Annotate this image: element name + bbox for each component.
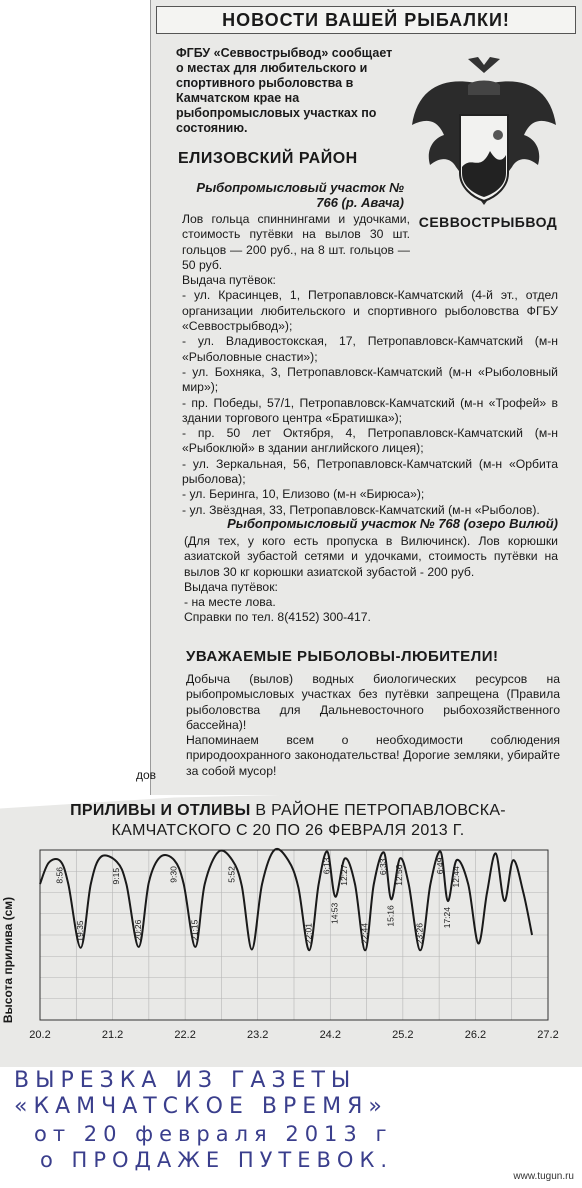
x-tick-label: 26.2 [464, 1029, 487, 1041]
tide-time-label: 22:44 [359, 923, 370, 945]
site-766-paragraph: - пр. Победы, 57/1, Петропавловск-Камчатский (м-н «Трофей» в здании торгового центра «Братишка»); [182, 395, 558, 425]
tide-time-label: 23:26 [414, 923, 425, 945]
tide-time-label: 15:16 [385, 905, 396, 927]
tide-time-label: 22:01 [303, 923, 314, 945]
x-tick-label: 25.2 [392, 1029, 414, 1041]
neighbor-column-fragment: дов [136, 768, 157, 782]
tide-time-label: 12:56 [394, 864, 405, 886]
tide-time-label: 5:52 [226, 866, 237, 883]
y-axis-label: Высота прилива (см) [1, 896, 15, 1024]
district-heading: ЕЛИЗОВСКИЙ РАЙОН [178, 150, 358, 167]
x-tick-label: 27.2 [537, 1029, 559, 1041]
site-768-paragraph: Выдача путёвок: [184, 579, 278, 594]
site-768-paragraph: (Для тех, у кого есть пропуска в Вилючинск). Лов корюшки азиатской зубастой сетями и удочками, стоимость путёвки на вылов 30 кг корюшки азиатской зубастой - 200 руб. [184, 534, 558, 579]
site-766-paragraph: - ул. Беринга, 10, Елизово (м-н «Бирюса»); [182, 487, 425, 502]
x-tick-labels [29, 1029, 558, 1041]
site-768-title: Рыбопромысловый участок № 768 (озеро Вилюй) [227, 516, 558, 531]
tide-time-label: 17:24 [442, 907, 453, 929]
handwritten-line: о ПРОДАЖЕ ПУТЕВОК. [40, 1148, 394, 1172]
x-tick-label: 20.2 [29, 1029, 51, 1041]
tides-title [18, 801, 558, 841]
handwritten-line: ВЫРЕЗКА ИЗ ГАЗЕТЫ [14, 1068, 357, 1093]
masthead: НОВОСТИ ВАШЕЙ РЫБАЛКИ! [156, 6, 576, 34]
site-766-title: Рыбопромысловый участок № 766 (р. Авача) [196, 180, 404, 210]
tide-time-label: 8:56 [54, 867, 65, 884]
tide-time-label: 6:13 [321, 857, 332, 875]
emblem-caption: СЕВВОСТРЫБВОД [418, 214, 558, 230]
site-766-body [172, 212, 558, 518]
site-766-paragraph: - ул. Красинцев, 1, Петропавловск-Камчатский (4-й эт., отдел организации любительского и спортивного рыболовства ФГБУ «Севвострыбвод»); [182, 288, 558, 334]
tide-time-label: 12:44 [450, 866, 461, 888]
tide-time-label: 12:27 [339, 864, 350, 886]
x-tick-label: 24.2 [319, 1029, 341, 1041]
site-766-paragraph: - ул. Бохняка, 3, Петропавловск-Камчатский (м-н «Рыболовный мир»); [182, 364, 558, 395]
tide-time-label: 20:26 [132, 919, 143, 941]
tide-time-label: 6:33 [378, 858, 389, 876]
tide-time-label: 9:30 [168, 866, 179, 883]
x-tick-label: 21.2 [101, 1029, 124, 1041]
tides-title-bold: ПРИЛИВЫ И ОТЛИВЫ [70, 802, 251, 819]
x-tick-label: 23.2 [247, 1029, 269, 1041]
site-768-paragraph: Справки по тел. 8(4152) 300-417. [184, 610, 371, 625]
appeal-body [176, 672, 560, 779]
tide-time-label: 19:35 [74, 920, 85, 942]
site-766-paragraph: Лов гольца спиннингами и удочками, стоимость путёвки на вылов 30 шт. гольцов — 200 руб., на 8 шт. гольцов — 50 руб. [182, 212, 410, 272]
appeal-heading: УВАЖАЕМЫЕ РЫБОЛОВЫ-ЛЮБИТЕЛИ! [186, 648, 499, 665]
site-766-paragraph: - пр. 50 лет Октября, 4, Петропавловск-Камчатский (м-н «Рыбоклюй» в здании английского лицея); [182, 426, 558, 456]
site-766-paragraph: - ул. Зеркальная, 56, Петропавловск-Камчатский (м-н «Орбита рыболова); [182, 456, 558, 487]
x-tick-label: 22.2 [174, 1029, 196, 1041]
site-766-paragraph: - ул. Владивостокская, 17, Петропавловск-Камчатский (м-н «Рыболовные снасти»); [182, 334, 558, 364]
site-768-body [174, 534, 558, 626]
site-766-paragraph: Выдача путёвок: [182, 273, 276, 288]
tide-time-label: 21:15 [189, 919, 200, 941]
tide-time-label: 14:53 [329, 902, 340, 925]
tides-title-rest: В РАЙОНЕ ПЕТРОПАВЛОВСКА-КАМЧАТСКОГО С 20 ПО 26 ФЕВРАЛЯ 2013 Г. [111, 802, 506, 839]
site-766-paragraph: - ул. Звёздная, 33, Петропавловск-Камчатский (м-н «Рыболов). [182, 502, 540, 517]
tide-chart [0, 840, 582, 1055]
tide-time-label: 9:15 [111, 867, 122, 885]
appeal-paragraph: Добыча (вылов) водных биологических ресурсов на рыбопромысловых участках без путёвки запрещена (Правила рыболовства для Дальневосточного рыбохозяйственного бассейна)! [186, 672, 560, 732]
sevvostrybvod-emblem-icon [408, 44, 560, 236]
handwritten-line: «КАМЧАТСКОЕ ВРЕМЯ» [14, 1094, 388, 1119]
watermark: www.tugun.ru [513, 1171, 574, 1182]
appeal-paragraph: Напоминаем всем о необходимости соблюдения природоохранного законодательства! Дорогие земляки, убирайте за собой мусор! [186, 733, 560, 778]
handwritten-line: от 20 февраля 2013 г [34, 1122, 393, 1146]
lead-paragraph: ФГБУ «Севвострыбвод» сообщает о местах для любительского и спортивного рыболовства в Камчатском крае на рыбопромысловых участках по состоянию. [176, 46, 393, 135]
site-768-paragraph: - на месте лова. [184, 595, 276, 610]
tide-time-label: 6:49 [434, 857, 445, 875]
